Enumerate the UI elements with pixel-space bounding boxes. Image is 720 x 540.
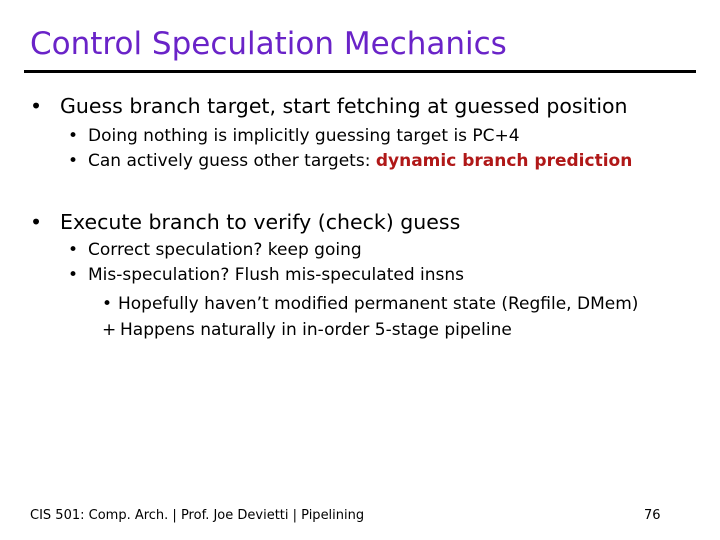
bullet-marker: • <box>30 94 43 118</box>
bullet-2-sub-2-item-2 <box>102 320 512 340</box>
bullet-2-sub-1 <box>68 240 362 260</box>
bullet-marker: • <box>68 265 79 285</box>
bullet-marker: • <box>68 151 79 171</box>
bullet-marker: • <box>30 210 43 234</box>
bullet-2-sub-2-item-1-text: Hopefully haven’t modified permanent state (Regfile, DMem) <box>118 294 639 314</box>
page-number: 76 <box>644 508 661 523</box>
footer-course-info: CIS 501: Comp. Arch. | Prof. Joe Devietti | Pipelining <box>30 508 365 523</box>
bullet-2-sub-2-item-1 <box>102 294 638 314</box>
bullet-2-sub-2 <box>68 265 464 285</box>
bullet-2-sub-1-text: Correct speculation? keep going <box>88 240 362 260</box>
bullet-1-sub-2-text: Can actively guess other targets: <box>88 151 376 171</box>
bullet-2-sub-2-item-2-text: Happens naturally in in-order 5-stage pipeline <box>120 320 512 340</box>
bullet-1 <box>30 94 628 118</box>
bullet-2-text: Execute branch to verify (check) guess <box>60 210 461 234</box>
plus-marker: + <box>102 320 117 340</box>
bullet-1-sub-1 <box>68 126 520 146</box>
title-underline <box>24 70 696 73</box>
slide-title: Control Speculation Mechanics <box>30 26 507 62</box>
bullet-1-text: Guess branch target, start fetching at guessed position <box>60 94 628 118</box>
bullet-2-sub-2-text: Mis-speculation? Flush mis-speculated insns <box>88 265 465 285</box>
bullet-marker: • <box>68 126 79 146</box>
bullet-2 <box>30 210 460 234</box>
emphasis-dynamic-branch-prediction: dynamic branch prediction <box>375 151 633 171</box>
bullet-marker: • <box>102 294 113 314</box>
bullet-1-sub-1-text: Doing nothing is implicitly guessing target is PC+4 <box>88 126 520 146</box>
bullet-1-sub-2 <box>68 151 632 171</box>
bullet-marker: • <box>68 240 79 260</box>
